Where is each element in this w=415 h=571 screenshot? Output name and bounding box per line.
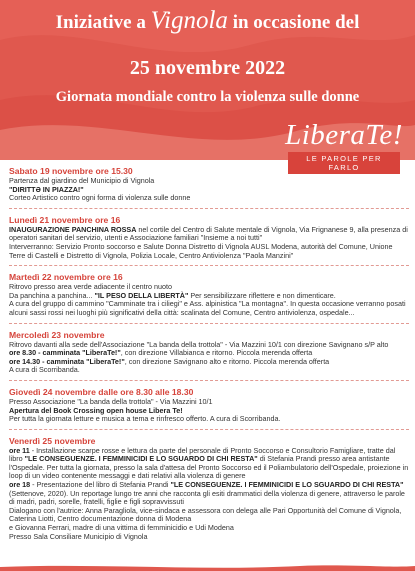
logo-name-accent: Te! [365, 119, 403, 151]
event-item: Giovedì 24 novembre dalle ore 8.30 alle 18.30 Presso Associazione "La banda della trottola" - Via Mazzini 10/1 Apertura del Book Crossing open house Libera Te! Per tutta la giornata letture e musica a tema e rinfresco offerto. A cura di Scorribanda. [9, 387, 409, 424]
title-line-3: Giornata mondiale contro la violenza sulle donne [55, 89, 360, 105]
divider [9, 380, 409, 381]
event-item: Venerdì 25 novembre ore 11 - Installazione scarpe rosse e lettura da parte del personale di Pronto Soccorso e Consultorio Famigliare, tratte dal libro "LE CONSEGUENZE. I FEMMINICIDI E LO SGUARDO DI CHI RESTA" di Stefania Prandi presso area antistante l'Ospedale. Per tutta la giornata, presso la sala d'attesa del Pronto Soccorso ed il Poliambulatorio dell'Ospedale, proiezione in loop di un video contenente messaggi e dati relativi alla violenza di genere ore 18 - Presentazione del libro di Stefania Prandi "LE CONSEGUENZE. I FEMMINICIDI E LO SGUARDO DI CHI RESTA" (Settenove, 2020). Un reportage lungo tre anni che racconta gli esiti drammatici della violenza di genere, attraverso le parole di madri, padri, sorelle, fratelli, figlie e figli sopravvissuti Dialogano con l'autrice: Anna Paragliola, vice-sindaca e assessora con delega alle Pari Opportunità del Comune di Vignola, Caterina Liotti, Centro documentazione donna di Modena e Giovanna Ferrari, madre di una vittima di femminicidio e Udi Modena Presso Sala Consiliare Municipio di Vignola [9, 435, 409, 541]
title-line-2: 25 novembre 2022 [129, 57, 286, 79]
event-date: Sabato 19 novembre ore 15.30 [9, 166, 133, 176]
divider [9, 429, 409, 430]
title-line-1: Iniziative a Vignola in occasione del [55, 7, 360, 34]
event-item: Sabato 19 novembre ore 15.30 Partenza dal giardino del Municipio di Vignola "DIRITTƏ IN PIAZZA!" Corteo Artistico contro ogni forma di violenza sulle donne [9, 166, 409, 203]
event-date: Mercoledì 23 novembre [9, 329, 105, 340]
event-date: Giovedì 24 novembre dalle ore 8.30 alle 18.30 [9, 386, 194, 397]
title-place: Vignola [150, 7, 228, 34]
event-date: Martedì 22 novembre ore 16 [9, 272, 123, 283]
logo-tagline: LE PAROLE PER FARLO [288, 152, 400, 174]
divider [9, 208, 409, 209]
logo-name: Libera [285, 119, 366, 151]
event-item: Martedì 22 novembre ore 16 Ritrovo presso area verde adiacente il centro nuoto Da panchina a panchina... "IL PESO DELLA LIBERTÀ" Per sensibilizzare riflettere e non dimenticare. A cura del gruppo di cammino "Camminate tra i ciliegi" e Ass. alpinistica "La montagna". In questa occasione verranno posati alcuni sassi rossi nei luoghi più significativi della città: scalinata del Comune, Centro antiviolenza, ospedale... [9, 272, 409, 317]
bottom-wave [0, 563, 415, 571]
event-date: Lunedì 21 novembre ore 16 [9, 214, 121, 225]
event-date: Venerdì 25 novembre [9, 435, 96, 446]
divider [9, 265, 409, 266]
event-item: Lunedì 21 novembre ore 16 INAUGURAZIONE PANCHINA ROSSA nel cortile del Centro di Salute mentale di Vignola, Via Frignanese 9, alla presenza di operatori sanitari del servizio, utenti e Associazione familiari "Insieme a noi tutti" Interverranno: Servizio Pronto soccorso e Salute Donna Distretto di Vignola AUSL Modena, autorità del Comune, Unione Terre di Castelli e Distretto di Vignola, Polizia Locale, Centro Antiviolenza "Paola Manzini" [9, 214, 408, 260]
event-item: Mercoledì 23 novembre Ritrovo davanti alla sede dell'Associazione "La banda della trottola" - Via Mazzini 10/1 con direzione Savignano s/P alto ore 8.30 - camminata "LiberaTe!", con direzione Villabianca e ritorno. Piccola merenda offerta ore 14.30 - camminata "LiberaTe!", con direzione Savignano alto e ritorno. Piccola merenda offerta A cura di Scorribanda. [9, 330, 409, 375]
event-list [9, 166, 409, 546]
divider [9, 323, 409, 324]
